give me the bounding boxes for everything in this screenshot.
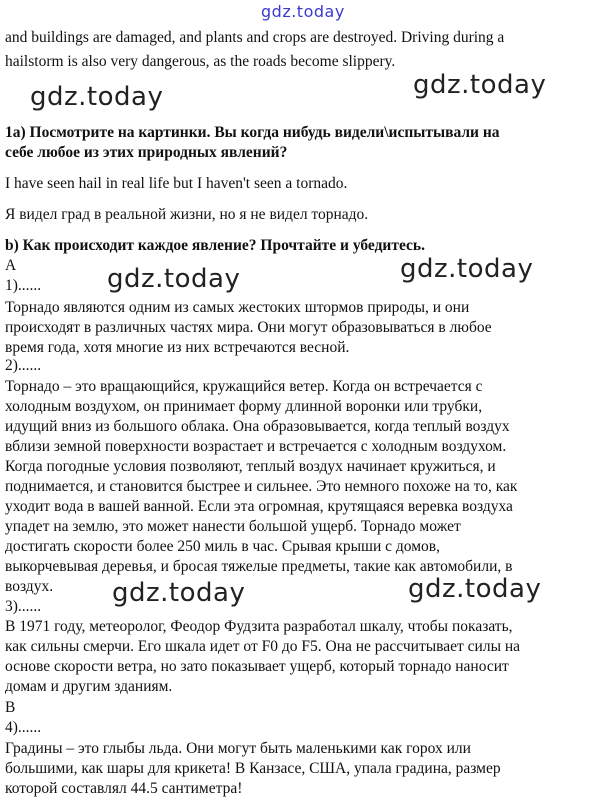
intro-line-2: hailstorm is also very dangerous, as the roads become slippery. (5, 53, 396, 70)
item-3-label: 3)...... (5, 598, 42, 615)
item-4-line: большими, как шары для крикета! В Канзасе, США, упала градина, размер (5, 760, 501, 777)
question-1a-line-2: себе любое из этих природных явлений? (5, 144, 288, 161)
watermark-top: gdz.today (261, 2, 345, 21)
item-4-line: Градины – это глыбы льда. Они могут быть маленькими как горох или (5, 740, 471, 757)
item-2-line: идущий вниз из большого облака. Она образовывается, когда теплый воздух (5, 418, 510, 435)
section-a-label: A (5, 257, 17, 274)
answer-russian: Я видел град в реальной жизни, но я не видел торнадо. (5, 206, 369, 223)
item-1-line: происходят в различных частях мира. Они могут образовываться в любое (5, 319, 492, 336)
item-2-line: вблизи земной поверхности возрастает и встречается с холодным воздухом. (5, 438, 507, 455)
item-2-line: воздух. (5, 578, 54, 595)
question-1a-line-1: 1a) Посмотрите на картинки. Вы когда нибудь видели\испытывали на (5, 124, 500, 141)
watermark: gdz.today (107, 264, 241, 294)
item-2-line: упадет на землю, это может нанести большой ущерб. Торнадо может (5, 518, 461, 535)
item-2-line: поднимается, и становится быстрее и сильнее. Это немного похоже на то, как (5, 478, 518, 495)
item-2-line: холодным воздухом, он принимает форму длинной воронки или трубки, (5, 398, 483, 415)
item-1-line: время года, хотя многие из них встречаются весной. (5, 339, 350, 356)
item-2-label: 2)...... (5, 357, 42, 374)
item-2-line: уходит вода в вашей ванной. Если эта огромная, крутящаяся веревка воздуха (5, 498, 513, 515)
item-4-label: 4)...... (5, 719, 42, 736)
item-2-line: Когда погодные условия позволяют, теплый воздух начинает кружиться, и (5, 458, 496, 475)
watermark: gdz.today (400, 254, 534, 284)
item-3-line: как сильны смерчи. Его шкала идет от F0 до F5. Она не рассчитывает силы на (5, 638, 521, 655)
intro-line-1: and buildings are damaged, and plants and crops are destroyed. Driving during a (5, 29, 505, 46)
item-3-line: В 1971 году, метеоролог, Феодор Фудзита разработал шкалу, чтобы показать, (5, 618, 513, 635)
item-4-line: которой составлял 44.5 сантиметра! (5, 780, 243, 797)
item-1-label: 1)...... (5, 277, 42, 294)
section-b-label: B (5, 699, 16, 716)
item-2-line: Торнадо – это вращающийся, кружащийся ветер. Когда он встречается с (5, 378, 483, 395)
item-3-line: домам и другим зданиям. (5, 678, 173, 695)
watermark: gdz.today (30, 82, 164, 112)
watermark: gdz.today (413, 70, 547, 100)
watermark: gdz.today (408, 574, 542, 604)
answer-english: I have seen hail in real life but I haven't seen a tornado. (5, 175, 348, 192)
item-2-line: выкорчевывая деревья, и бросая тяжелые предметы, такие как автомобили, в (5, 558, 513, 575)
item-1-line: Торнадо являются одним из самых жестоких штормов природы, и они (5, 299, 470, 316)
item-3-line: основе скорости ветра, но зато показывает ущерб, который торнадо наносит (5, 658, 509, 675)
item-2-line: достигать скорости более 250 миль в час. Срывая крыши с домов, (5, 538, 440, 555)
question-1b: b) Как происходит каждое явление? Прочтайте и убедитесь. (5, 237, 425, 254)
watermark: gdz.today (112, 578, 246, 608)
